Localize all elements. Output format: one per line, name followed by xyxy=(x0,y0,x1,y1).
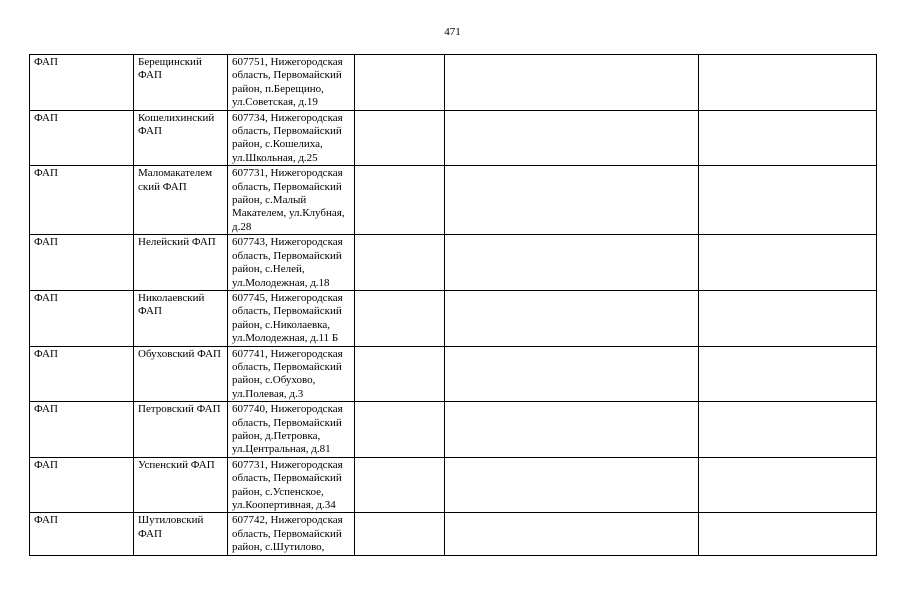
empty-cell xyxy=(355,166,445,235)
facility-table xyxy=(29,54,877,556)
table-row xyxy=(30,513,877,555)
facility-type-cell: ФАП xyxy=(30,235,134,291)
empty-cell xyxy=(699,457,877,513)
empty-cell xyxy=(445,55,699,111)
facility-address-cell: 607745, Нижегородская область, Первомайский район, с.Николаевка, ул.Молодежная, д.11 Б xyxy=(228,290,355,346)
facility-name-cell: Николаевский ФАП xyxy=(134,290,228,346)
table-row xyxy=(30,235,877,291)
empty-cell xyxy=(699,55,877,111)
page-number: 471 xyxy=(444,26,461,38)
empty-cell xyxy=(699,513,877,555)
facility-name-cell: Шутиловский ФАП xyxy=(134,513,228,555)
empty-cell xyxy=(355,346,445,402)
facility-type-cell: ФАП xyxy=(30,346,134,402)
empty-cell xyxy=(355,290,445,346)
facility-name-cell: Обуховский ФАП xyxy=(134,346,228,402)
facility-address-cell: 607743, Нижегородская область, Первомайский район, с.Нелей, ул.Молодежная, д.18 xyxy=(228,235,355,291)
facility-address-cell: 607751, Нижегородская область, Первомайский район, п.Берещино, ул.Советская, д.19 xyxy=(228,55,355,111)
facility-name-cell: Нелейский ФАП xyxy=(134,235,228,291)
facility-address-cell: 607734, Нижегородская область, Первомайский район, с.Кошелиха, ул.Школьная, д.25 xyxy=(228,110,355,166)
facility-type-cell: ФАП xyxy=(30,457,134,513)
facility-address-cell: 607741, Нижегородская область, Первомайский район, с.Обухово, ул.Полевая, д.3 xyxy=(228,346,355,402)
empty-cell xyxy=(445,166,699,235)
empty-cell xyxy=(355,110,445,166)
table-row xyxy=(30,457,877,513)
empty-cell xyxy=(355,513,445,555)
empty-cell xyxy=(445,110,699,166)
facility-address-cell: 607740, Нижегородская область, Первомайский район, д.Петровка, ул.Центральная, д.81 xyxy=(228,402,355,458)
empty-cell xyxy=(699,402,877,458)
facility-type-cell: ФАП xyxy=(30,402,134,458)
facility-type-cell: ФАП xyxy=(30,513,134,555)
table-row xyxy=(30,290,877,346)
empty-cell xyxy=(699,166,877,235)
empty-cell xyxy=(355,235,445,291)
facility-name-cell: Маломакателем ский ФАП xyxy=(134,166,228,235)
empty-cell xyxy=(699,235,877,291)
empty-cell xyxy=(699,290,877,346)
table-row xyxy=(30,166,877,235)
facility-type-cell: ФАП xyxy=(30,110,134,166)
empty-cell xyxy=(445,457,699,513)
facility-address-cell: 607731, Нижегородская область, Первомайский район, с.Успенское, ул.Коопертивная, д.34 xyxy=(228,457,355,513)
empty-cell xyxy=(445,513,699,555)
empty-cell xyxy=(445,290,699,346)
facility-type-cell: ФАП xyxy=(30,166,134,235)
table-row xyxy=(30,346,877,402)
empty-cell xyxy=(699,346,877,402)
facility-type-cell: ФАП xyxy=(30,290,134,346)
table-row xyxy=(30,110,877,166)
facility-address-cell: 607742, Нижегородская область, Первомайский район, с.Шутилово, xyxy=(228,513,355,555)
empty-cell xyxy=(445,235,699,291)
facility-name-cell: Успенский ФАП xyxy=(134,457,228,513)
facility-name-cell: Петровский ФАП xyxy=(134,402,228,458)
empty-cell xyxy=(355,457,445,513)
facility-name-cell: Берещинский ФАП xyxy=(134,55,228,111)
facility-name-cell: Кошелихинский ФАП xyxy=(134,110,228,166)
empty-cell xyxy=(445,402,699,458)
empty-cell xyxy=(699,110,877,166)
empty-cell xyxy=(355,402,445,458)
empty-cell xyxy=(445,346,699,402)
table-row xyxy=(30,402,877,458)
facility-type-cell: ФАП xyxy=(30,55,134,111)
table-row xyxy=(30,55,877,111)
empty-cell xyxy=(355,55,445,111)
facility-address-cell: 607731, Нижегородская область, Первомайский район, с.Малый Макателем, ул.Клубная, д.28 xyxy=(228,166,355,235)
